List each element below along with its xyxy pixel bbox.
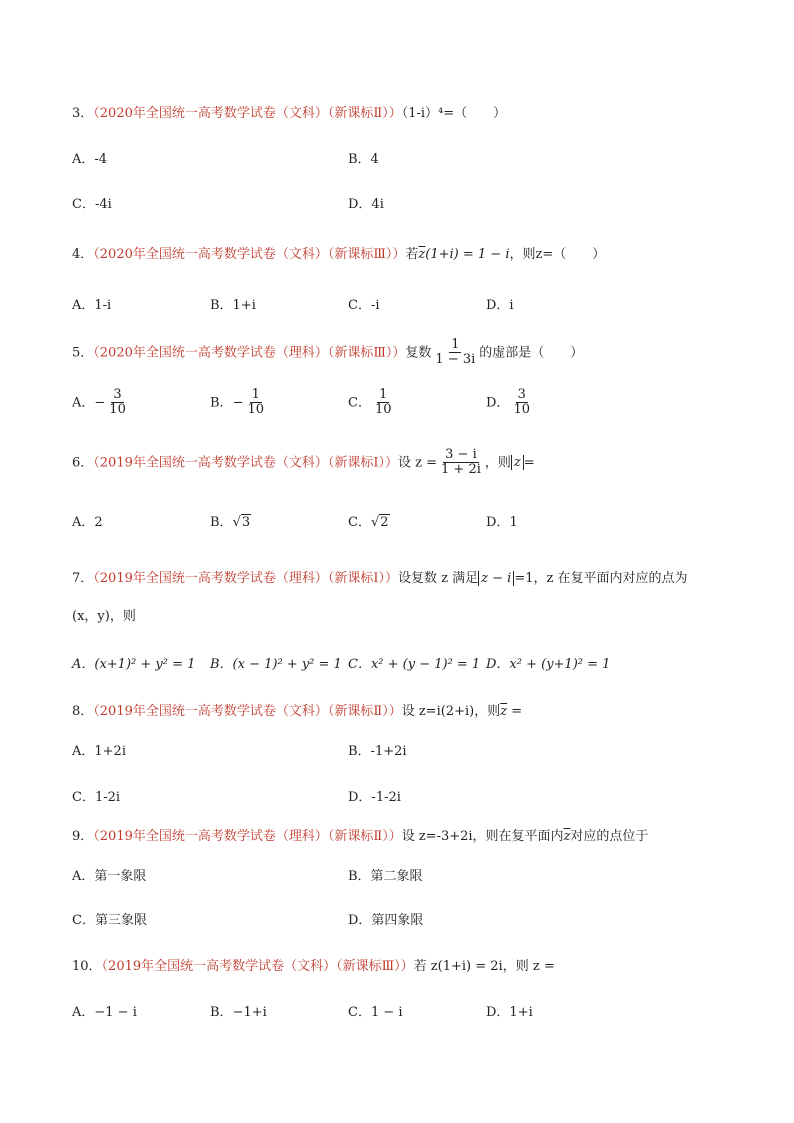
fraction	[373, 388, 394, 418]
question-stem-mid: (1+i) = 1 − i	[425, 247, 510, 262]
question-source: （2019年全国统一高考数学试卷（文科）（新课标Ⅲ））	[101, 959, 414, 974]
question-number: 9．	[72, 829, 94, 844]
question-stem-pre: 设 z=-3+2i，则在复平面内	[401, 829, 564, 844]
fraction-numerator: 1	[451, 337, 460, 352]
option-a: A．第一象限	[72, 869, 147, 884]
fraction	[433, 338, 477, 368]
question-stem-post: 的虚部是（ ）	[479, 345, 584, 361]
question-stem: 设 z=i(2+i)，则	[401, 704, 501, 719]
question-source: （2019年全国统一高考数学试卷（文科）（新课标Ⅱ））	[93, 704, 402, 719]
radicand: 3	[241, 515, 251, 530]
radicand: 2	[380, 515, 389, 530]
fraction-denominator: 1 + 2i	[441, 462, 481, 478]
fraction-denominator: 10	[374, 402, 392, 418]
option-a	[72, 388, 130, 418]
option-sign: −	[232, 395, 244, 411]
option-c: C．1 − i	[348, 1005, 403, 1020]
option-d	[486, 511, 518, 530]
question-stem-end: =	[523, 455, 535, 471]
question-number: 10．	[72, 959, 102, 974]
fraction-numerator: 3	[517, 387, 526, 402]
question-5	[72, 338, 583, 368]
fraction-numerator: 1	[251, 387, 260, 402]
option-c: C．-i	[348, 298, 380, 313]
fraction-denominator: 10	[247, 402, 265, 418]
question-stem-post: ，则	[484, 455, 511, 471]
option-b: B．−1+i	[210, 1005, 267, 1020]
option-b: B．4	[348, 152, 379, 167]
question-10	[72, 955, 555, 974]
conjugate-z: $\overline{z}$	[500, 704, 508, 719]
absolute-value: z	[511, 455, 524, 470]
fraction-denominator: 10	[513, 402, 530, 418]
sqrt-symbol: √3	[232, 515, 251, 530]
absolute-value: z − i	[478, 571, 514, 586]
option-d: D．4i	[348, 197, 384, 212]
question-stem-end: =	[507, 704, 523, 719]
question-stem-post: ，则z=（ ）	[509, 247, 606, 262]
option-c	[348, 511, 390, 530]
option-c: C．1-2i	[72, 790, 121, 805]
fraction	[107, 388, 128, 418]
question-number: 8．	[72, 704, 94, 719]
option-b: B．1+i	[210, 298, 256, 313]
fraction-denominator: 10	[109, 402, 126, 418]
question-source: （2019年全国统一高考数学试卷（理科）（新课标Ⅰ））	[93, 571, 399, 586]
question-stem-post: 对应的点位于	[570, 829, 649, 844]
option-b: B．第二象限	[348, 869, 423, 884]
option-a: A．(x+1)² + y² = 1	[72, 657, 196, 672]
option-sign: −	[94, 395, 106, 411]
question-stem-pre: 设 z =	[398, 455, 438, 471]
option-d: D．i	[486, 298, 514, 313]
question-stem-pre: 若	[405, 247, 419, 262]
fraction-numerator: 3 − i	[445, 447, 477, 462]
option-label: D．	[486, 395, 510, 411]
question-number: 4．	[72, 247, 94, 262]
option-b: B．(x − 1)² + y² = 1	[210, 657, 342, 672]
question-stem: 若 z(1+i) = 2i，则 z =	[413, 959, 555, 974]
option-label: B．	[210, 395, 233, 411]
fraction	[439, 448, 483, 478]
option-b	[210, 511, 251, 530]
question-3	[72, 102, 506, 121]
option-b: B．-1+2i	[348, 744, 407, 759]
option-c: C．-4i	[72, 197, 112, 212]
option-label: A．	[72, 395, 95, 411]
question-source: （2020年全国统一高考数学试卷（文科）（新课标Ⅲ））	[93, 247, 406, 262]
question-source: （2020年全国统一高考数学试卷（文科）（新课标Ⅱ））	[93, 106, 402, 121]
option-value: 2	[94, 515, 103, 530]
question-source: （2019年全国统一高考数学试卷（文科）（新课标Ⅰ））	[93, 455, 399, 471]
option-c: C．x² + (y − 1)² = 1	[348, 657, 481, 672]
option-label: B．	[210, 515, 233, 530]
sqrt-symbol: √2	[370, 515, 389, 530]
option-a: A．-4	[72, 152, 108, 167]
option-a: A．1+2i	[72, 744, 126, 759]
option-d: D．-1-2i	[348, 790, 401, 805]
option-a	[72, 511, 103, 530]
option-label: D．	[486, 515, 510, 530]
question-9	[72, 825, 648, 844]
option-a: A．−1 − i	[72, 1005, 137, 1020]
option-label: C．	[348, 395, 371, 411]
conjugate-z: $\overline{z}$	[418, 247, 426, 262]
fraction-denominator: 1 − 3i	[435, 352, 476, 368]
question-stem-post: =1，z 在复平面内对应的点为	[514, 571, 688, 586]
question-stem-pre: 设复数 z 满足	[398, 571, 479, 586]
question-number: 3．	[72, 106, 94, 121]
option-d	[486, 388, 534, 418]
question-stem: （1-i）⁴=（ ）	[401, 106, 507, 121]
question-7	[72, 567, 687, 586]
question-source: （2020年全国统一高考数学试卷（理科）（新课标Ⅲ））	[93, 345, 406, 361]
question-8	[72, 700, 522, 719]
option-d: D．x² + (y+1)² = 1	[486, 657, 611, 672]
question-number: 6．	[72, 455, 94, 471]
question-number: 5．	[72, 345, 94, 361]
option-c	[348, 388, 396, 418]
option-b	[210, 388, 268, 418]
fraction-numerator: 1	[379, 387, 388, 402]
fraction-numerator: 3	[113, 387, 122, 402]
question-6	[72, 448, 535, 478]
option-c: C．第三象限	[72, 913, 147, 928]
question-stem-pre: 复数	[405, 345, 432, 361]
conjugate-z: $\overline{z}$	[563, 829, 571, 844]
option-label: C．	[348, 515, 371, 530]
question-7-line-2: (x，y)，则	[72, 609, 136, 624]
fraction	[511, 388, 532, 418]
question-number: 7．	[72, 571, 94, 586]
option-d: D．第四象限	[348, 913, 424, 928]
question-source: （2019年全国统一高考数学试卷（理科）（新课标Ⅱ））	[93, 829, 402, 844]
fraction	[245, 388, 266, 418]
option-d: D．1+i	[486, 1005, 533, 1020]
option-value: 1	[509, 515, 518, 530]
question-4	[72, 243, 605, 262]
option-label: A．	[72, 515, 95, 530]
option-a: A．1-i	[72, 298, 112, 313]
